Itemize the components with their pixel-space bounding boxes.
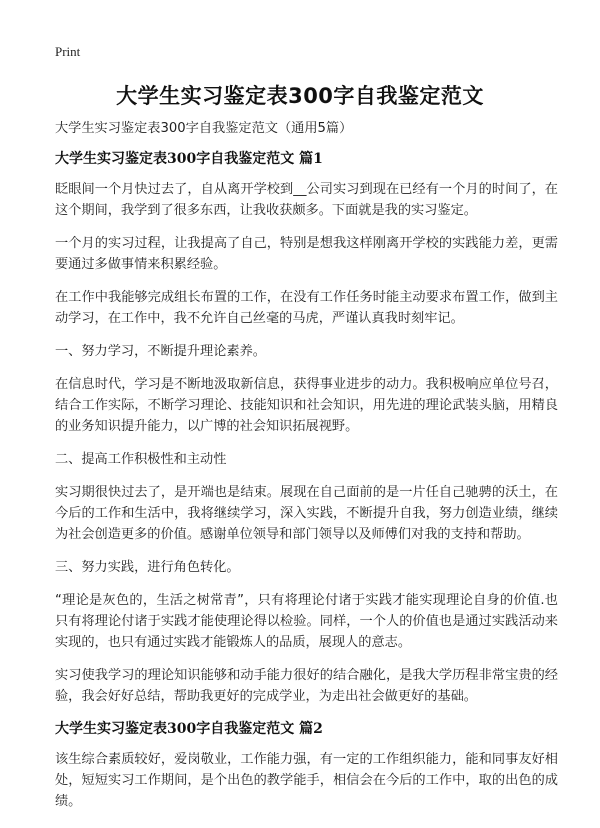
section-1-subheading: 三、努力实践，进行角色转化。 xyxy=(55,560,240,575)
document-body xyxy=(55,118,558,824)
section-1-subheading: 二、提高工作积极性和主动性 xyxy=(55,452,227,467)
section-heading-2: 大学生实习鉴定表300字自我鉴定范文 篇2 xyxy=(55,721,323,737)
section-1-paragraph: 实习期很快过去了，是开端也是结束。展现在自己面前的是一片任自己驰骋的沃土，在今后的工作和生活中，我将继续学习，深入实践，不断提升自我，努力创造业绩，继续为社会创造更多的价值。感谢单位领导和部门领导以及师傅们对我的支持和帮助。 xyxy=(55,485,558,542)
section-1-paragraph: 一个月的实习过程，让我提高了自己，特别是想我这样刚离开学校的实践能力差，更需要通过多做事情来积累经验。 xyxy=(55,236,558,272)
section-1-paragraph: 在信息时代，学习是不断地汲取新信息，获得事业进步的动力。我积极响应单位号召，结合工作实际，不断学习理论、技能知识和社会知识，用先进的理论武装头脑，用精良的业务知识提升能力，以广博的社会知识拓展视野。 xyxy=(55,377,558,434)
print-link[interactable]: Print xyxy=(55,44,81,59)
document-subtitle: 大学生实习鉴定表300字自我鉴定范文（通用5篇） xyxy=(55,121,353,136)
section-1-subheading: 一、努力学习，不断提升理论素养。 xyxy=(55,344,266,359)
page-title: 大学生实习鉴定表300字自我鉴定范文 xyxy=(116,84,484,108)
section-1-paragraph: “理论是灰色的，生活之树常青”，只有将理论付诸于实践才能实现理论自身的价值.也只有将理论付诸于实践才能使理论得以检验。同样，一个人的价值也是通过实践活动来实现的，也只有通过实践才能锻炼人的品质，展现人的意志。 xyxy=(55,593,558,650)
section-1-paragraph: 实习使我学习的理论知识能够和动手能力很好的结合融化，是我大学历程非常宝贵的经验，我会好好总结，帮助我更好的完成学业，为走出社会做更好的基础。 xyxy=(55,668,558,704)
section-2-paragraph: 该生综合素质较好，爱岗敬业，工作能力强，有一定的工作组织能力，能和同事友好相处，短短实习工作期间，是个出色的教学能手，相信会在今后的工作中，取的出色的成绩。 xyxy=(55,752,558,809)
section-1-paragraph: 在工作中我能够完成组长布置的工作，在没有工作任务时能主动要求布置工作，做到主动学习，在工作中，我不允许自己丝毫的马虎，严谨认真我时刻牢记。 xyxy=(55,290,558,326)
section-1-paragraph: 眨眼间一个月快过去了，自从离开学校到__公司实习到现在已经有一个月的时间了，在这个期间，我学到了很多东西，让我收获颇多。下面就是我的实习鉴定。 xyxy=(55,182,558,218)
section-heading-1: 大学生实习鉴定表300字自我鉴定范文 篇1 xyxy=(55,151,323,167)
